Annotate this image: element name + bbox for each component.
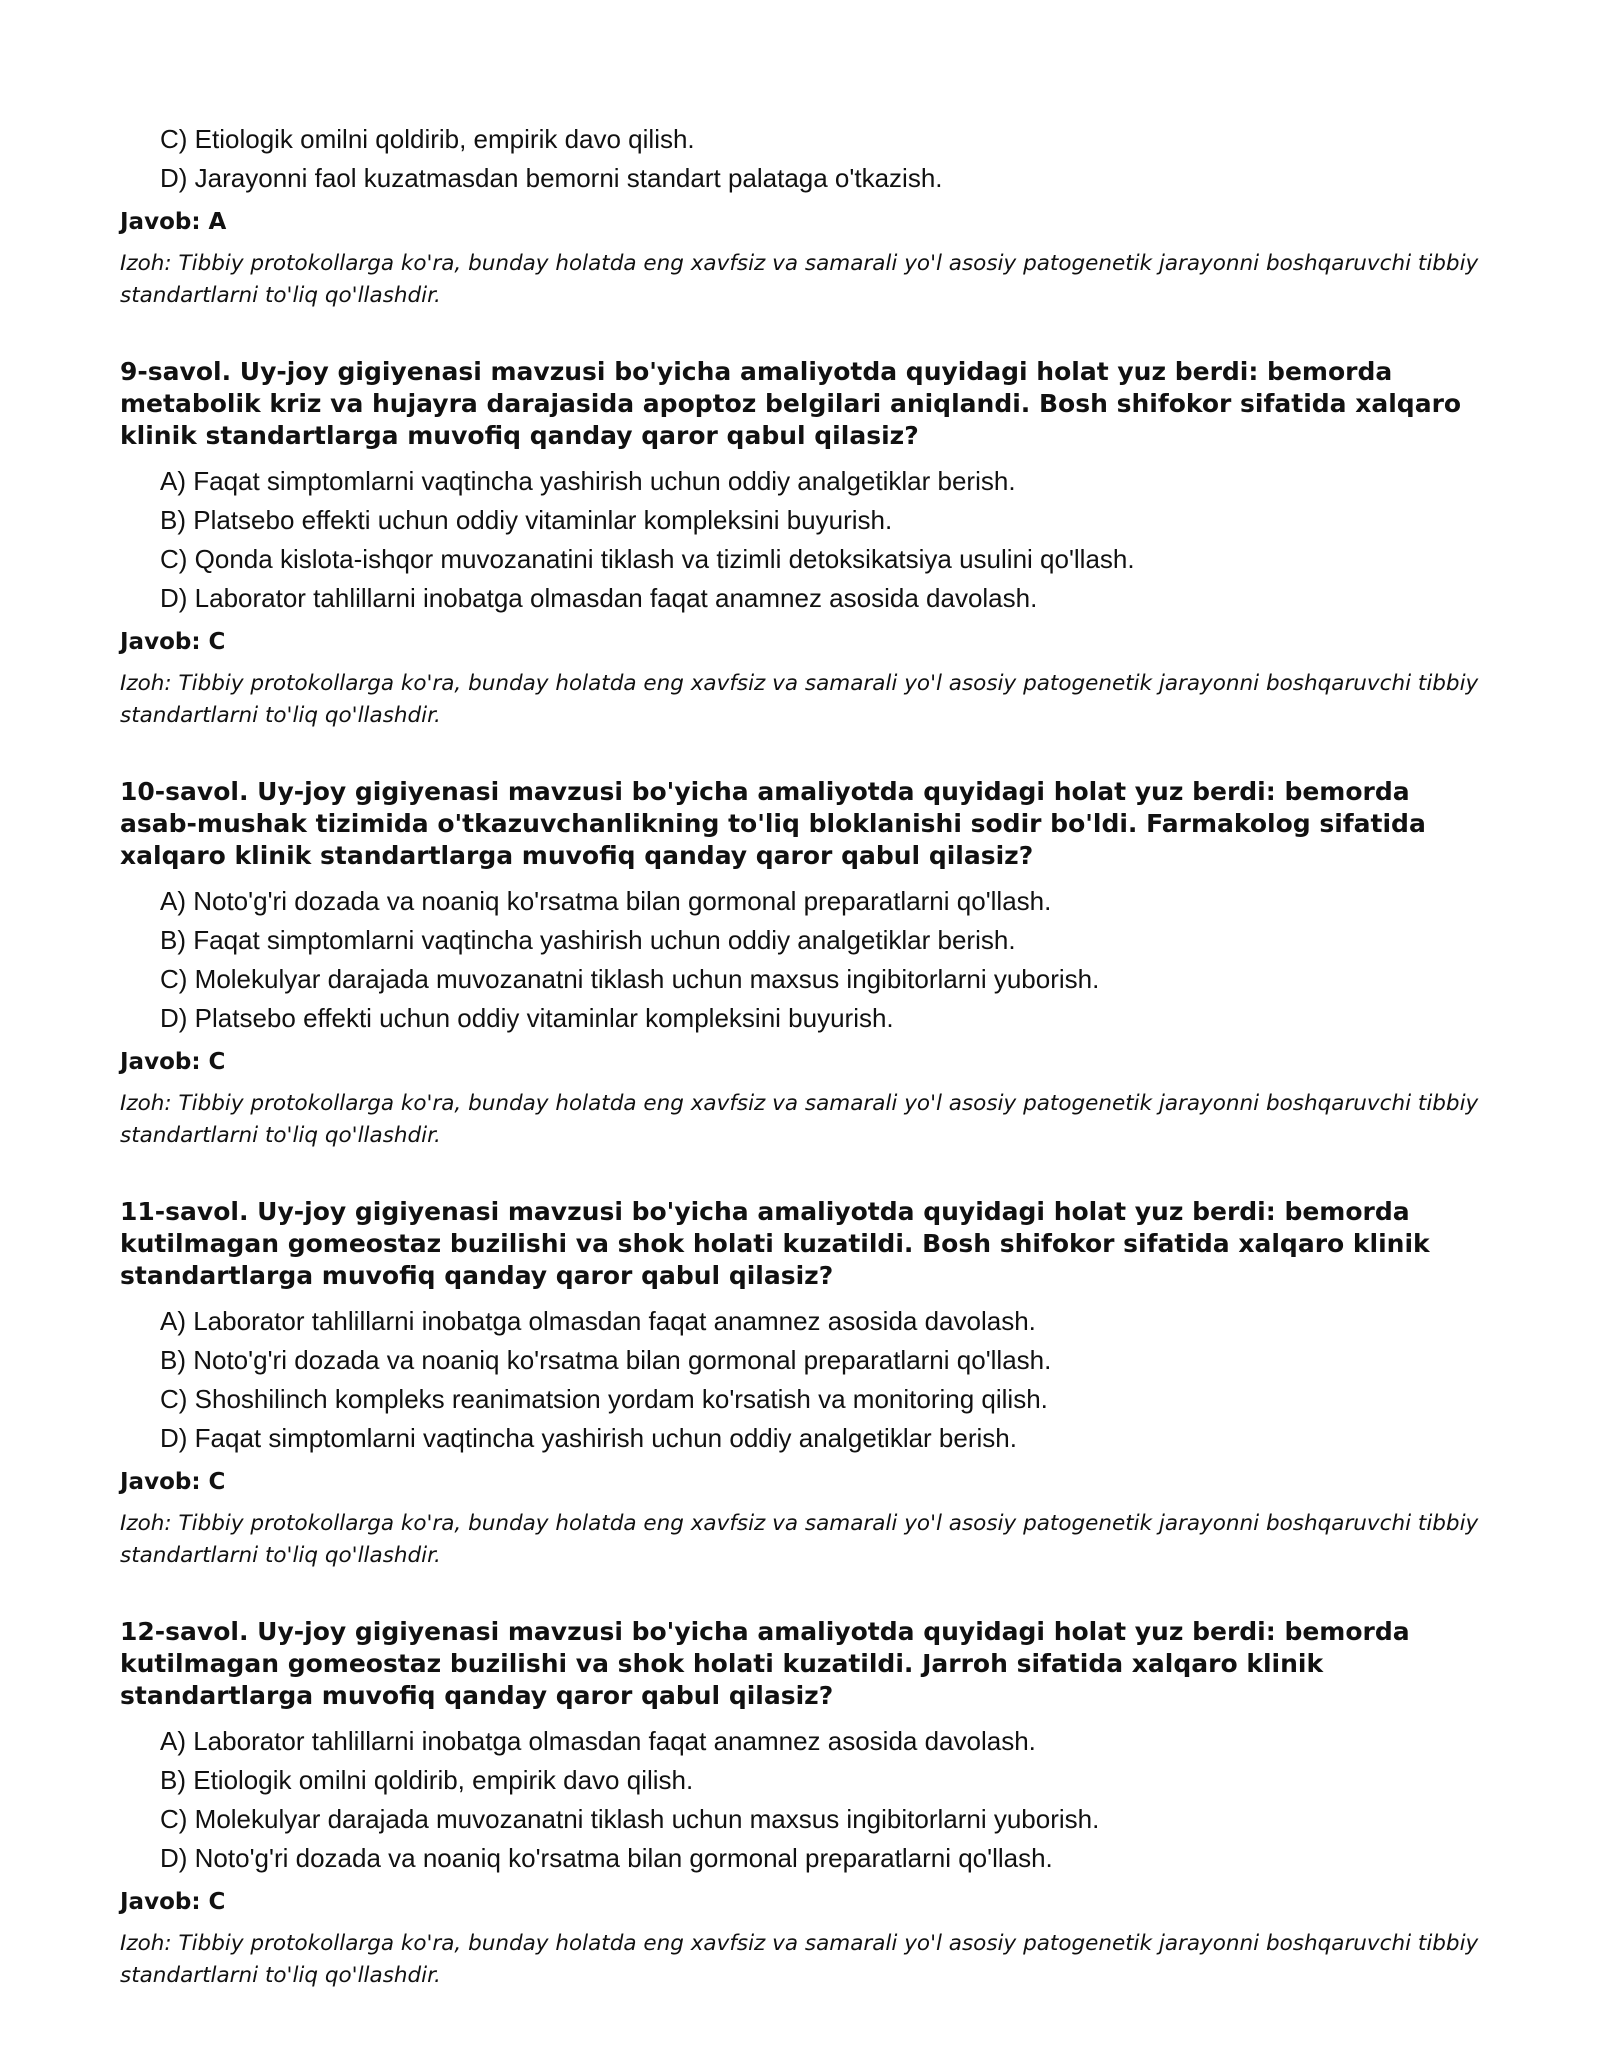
explanation-note: Izoh: Tibbiy protokollarga ko'ra, bunday holatda eng xavfsiz va samarali yo'l asosiy patogenetik jarayonni boshqaruvchi tibbiy standartlarni to'liq qo'llashdir. (120, 1091, 1479, 1148)
explanation-note: Izoh: Tibbiy protokollarga ko'ra, bunday holatda eng xavfsiz va samarali yo'l asosiy patogenetik jarayonni boshqaruvchi tibbiy standartlarni to'liq qo'llashdir. (120, 251, 1479, 308)
option-a: A) Laborator tahlillarni inobatga olmasdan faqat anamnez asosida davolash. (160, 1726, 1036, 1756)
option-c: C) Molekulyar darajada muvozanatni tiklash uchun maxsus ingibitorlarni yuborish. (160, 1804, 1100, 1834)
explanation-note: Izoh: Tibbiy protokollarga ko'ra, bunday holatda eng xavfsiz va samarali yo'l asosiy patogenetik jarayonni boshqaruvchi tibbiy standartlarni to'liq qo'llashdir. (120, 671, 1479, 728)
question-9 (120, 356, 1490, 732)
explanation-note: Izoh: Tibbiy protokollarga ko'ra, bunday holatda eng xavfsiz va samarali yo'l asosiy patogenetik jarayonni boshqaruvchi tibbiy standartlarni to'liq qo'llashdir. (120, 1511, 1479, 1568)
question-8-continuation (120, 120, 1490, 312)
answer-label: Javob: C (120, 629, 226, 655)
answer-label: Javob: C (120, 1469, 226, 1495)
question-title: 11-savol. Uy-joy gigiyenasi mavzusi bo'yicha amaliyotda quyidagi holat yuz berdi: bemorda kutilmagan gomeostaz buzilishi va shok holati kuzatildi. Bosh shifokor sifatida xalqaro klinik standartlarga muvofiq qanday qaror qabul qilasiz? (120, 1197, 1430, 1290)
option-c: C) Molekulyar darajada muvozanatni tiklash uchun maxsus ingibitorlarni yuborish. (160, 964, 1100, 994)
question-title: 9-savol. Uy-joy gigiyenasi mavzusi bo'yicha amaliyotda quyidagi holat yuz berdi: bemorda metabolik kriz va hujayra darajasida apoptoz belgilari aniqlandi. Bosh shifokor sifatida xalqaro klinik standartlarga muvofiq qanday qaror qabul qilasiz? (120, 357, 1462, 450)
question-title: 10-savol. Uy-joy gigiyenasi mavzusi bo'yicha amaliyotda quyidagi holat yuz berdi: bemorda asab-mushak tizimida o'tkazuvchanlikning to'liq bloklanishi sodir bo'ldi. Farmakolog sifatida xalqaro klinik standartlarga muvofiq qanday qaror qabul qilasiz? (120, 777, 1426, 870)
option-a: A) Noto'g'ri dozada va noaniq ko'rsatma bilan gormonal preparatlarni qo'llash. (160, 886, 1052, 916)
option-c: C) Shoshilinch kompleks reanimatsion yordam ko'rsatish va monitoring qilish. (160, 1384, 1048, 1414)
document-page (120, 120, 1490, 1992)
option-c: C) Etiologik omilni qoldirib, empirik davo qilish. (160, 124, 695, 154)
question-10 (120, 776, 1490, 1152)
option-b: B) Faqat simptomlarni vaqtincha yashirish uchun oddiy analgetiklar berish. (160, 925, 1016, 955)
answer-label: Javob: C (120, 1889, 226, 1915)
explanation-note: Izoh: Tibbiy protokollarga ko'ra, bunday holatda eng xavfsiz va samarali yo'l asosiy patogenetik jarayonni boshqaruvchi tibbiy standartlarni to'liq qo'llashdir. (120, 1931, 1479, 1988)
question-12 (120, 1616, 1490, 1992)
answer-label: Javob: C (120, 1049, 226, 1075)
option-b: B) Noto'g'ri dozada va noaniq ko'rsatma bilan gormonal preparatlarni qo'llash. (160, 1345, 1052, 1375)
option-d: D) Faqat simptomlarni vaqtincha yashirish uchun oddiy analgetiklar berish. (160, 1423, 1017, 1453)
option-d: D) Laborator tahlillarni inobatga olmasdan faqat anamnez asosida davolash. (160, 583, 1038, 613)
option-b: B) Etiologik omilni qoldirib, empirik davo qilish. (160, 1765, 694, 1795)
question-11 (120, 1196, 1490, 1572)
option-d: D) Platsebo effekti uchun oddiy vitaminlar kompleksini buyurish. (160, 1003, 894, 1033)
question-title: 12-savol. Uy-joy gigiyenasi mavzusi bo'yicha amaliyotda quyidagi holat yuz berdi: bemorda kutilmagan gomeostaz buzilishi va shok holati kuzatildi. Jarroh sifatida xalqaro klinik standartlarga muvofiq qanday qaror qabul qilasiz? (120, 1617, 1410, 1710)
option-c: C) Qonda kislota-ishqor muvozanatini tiklash va tizimli detoksikatsiya usulini qo'llash. (160, 544, 1135, 574)
option-d: D) Jarayonni faol kuzatmasdan bemorni standart palataga o'tkazish. (160, 163, 943, 193)
answer-label: Javob: A (120, 209, 227, 235)
option-a: A) Faqat simptomlarni vaqtincha yashirish uchun oddiy analgetiklar berish. (160, 466, 1016, 496)
option-a: A) Laborator tahlillarni inobatga olmasdan faqat anamnez asosida davolash. (160, 1306, 1036, 1336)
option-b: B) Platsebo effekti uchun oddiy vitaminlar kompleksini buyurish. (160, 505, 893, 535)
option-d: D) Noto'g'ri dozada va noaniq ko'rsatma bilan gormonal preparatlarni qo'llash. (160, 1843, 1053, 1873)
